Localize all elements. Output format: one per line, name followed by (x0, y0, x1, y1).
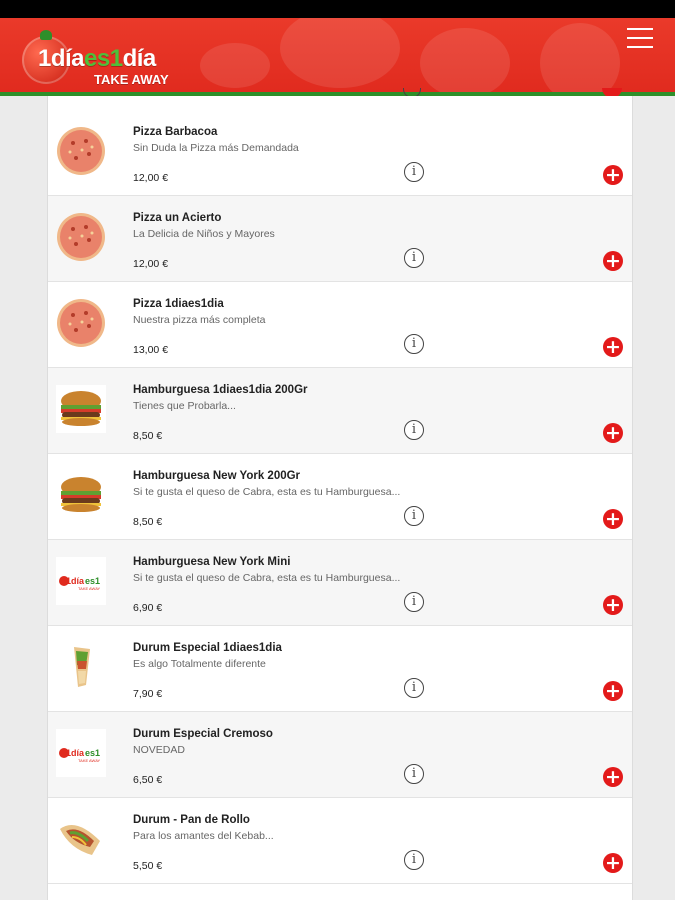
info-icon[interactable]: i (404, 248, 424, 268)
product-price: 6,90 € (133, 602, 163, 614)
pizza-image (56, 209, 106, 265)
product-description: Si te gusta el queso de Cabra, esta es tu Hamburguesa... (133, 486, 401, 498)
product-description: Tienes que Probarla... (133, 400, 236, 412)
hamburger-menu-icon[interactable] (627, 28, 653, 50)
product-row[interactable] (48, 110, 632, 196)
product-name: Durum Especial 1diaes1dia (133, 642, 282, 654)
logo-text: 1díaes1día (38, 45, 156, 72)
info-icon[interactable]: i (404, 850, 424, 870)
add-to-cart-button[interactable]: + (603, 767, 623, 787)
product-row[interactable] (48, 368, 632, 454)
product-row[interactable] (48, 454, 632, 540)
product-price: 5,50 € (133, 860, 163, 872)
burger-image (56, 467, 106, 523)
product-name: Hamburguesa 1diaes1dia 200Gr (133, 384, 308, 396)
product-row[interactable] (48, 196, 632, 282)
bg-food-decoration (280, 18, 400, 88)
product-price: 6,50 € (133, 774, 163, 786)
info-icon[interactable]: i (404, 162, 424, 182)
product-name: Hamburguesa New York 200Gr (133, 470, 301, 482)
product-description: Sin Duda la Pizza más Demandada (133, 142, 299, 154)
add-to-cart-button[interactable]: + (603, 681, 623, 701)
add-to-cart-button[interactable]: + (603, 251, 623, 271)
product-name: Pizza 1diaes1dia (133, 298, 224, 310)
info-icon[interactable]: i (404, 334, 424, 354)
logo-subtitle: TAKE AWAY (94, 72, 169, 87)
product-row[interactable] (48, 282, 632, 368)
product-description: Es algo Totalmente diferente (133, 658, 266, 670)
svg-text:1día: 1día (66, 748, 85, 758)
logo-placeholder-image (56, 553, 106, 609)
svg-text:TAKE AWAY: TAKE AWAY (78, 758, 101, 763)
pizza-image (56, 123, 106, 179)
product-name: Durum - Pan de Rollo (133, 814, 250, 826)
product-row[interactable] (48, 540, 632, 626)
burger-image (56, 381, 106, 437)
add-to-cart-button[interactable]: + (603, 595, 623, 615)
bg-food-decoration (540, 23, 620, 96)
brand-logo[interactable] (22, 30, 212, 90)
pizza-image (56, 295, 106, 351)
product-description: La Delicia de Niños y Mayores (133, 228, 275, 240)
product-description: Nuestra pizza más completa (133, 314, 266, 326)
product-price: 8,50 € (133, 430, 163, 442)
durum-image (56, 639, 106, 695)
product-price: 12,00 € (133, 258, 169, 270)
product-row[interactable] (48, 798, 632, 884)
add-to-cart-button[interactable]: + (603, 165, 623, 185)
add-to-cart-button[interactable]: + (603, 423, 623, 443)
info-icon[interactable]: i (404, 420, 424, 440)
product-price: 7,90 € (133, 688, 163, 700)
add-to-cart-button[interactable]: + (603, 509, 623, 529)
svg-text:1día: 1día (66, 576, 85, 586)
add-to-cart-button[interactable]: + (603, 337, 623, 357)
product-name: Pizza un Acierto (133, 212, 222, 224)
product-description: Para los amantes del Kebab... (133, 830, 274, 842)
product-name: Pizza Barbacoa (133, 126, 218, 138)
svg-text:es1: es1 (85, 748, 101, 758)
svg-text:es1: es1 (85, 576, 101, 586)
info-icon[interactable]: i (404, 592, 424, 612)
bg-food-decoration (420, 28, 510, 96)
app-header (0, 18, 675, 96)
logo-placeholder-image (56, 725, 106, 781)
product-row[interactable] (48, 626, 632, 712)
product-description: Si te gusta el queso de Cabra, esta es tu Hamburguesa... (133, 572, 401, 584)
info-icon[interactable]: i (404, 506, 424, 526)
product-price: 12,00 € (133, 172, 169, 184)
product-description: NOVEDAD (133, 744, 185, 756)
product-name: Durum Especial Cremoso (133, 728, 273, 740)
wrap-image (56, 811, 106, 867)
status-bar (0, 0, 675, 18)
product-name: Hamburguesa New York Mini (133, 556, 291, 568)
add-to-cart-button[interactable]: + (603, 853, 623, 873)
product-list (47, 96, 633, 900)
info-icon[interactable]: i (404, 764, 424, 784)
svg-text:TAKE AWAY: TAKE AWAY (78, 586, 101, 591)
info-icon[interactable]: i (404, 678, 424, 698)
product-price: 13,00 € (133, 344, 169, 356)
product-row[interactable] (48, 712, 632, 798)
product-price: 8,50 € (133, 516, 163, 528)
